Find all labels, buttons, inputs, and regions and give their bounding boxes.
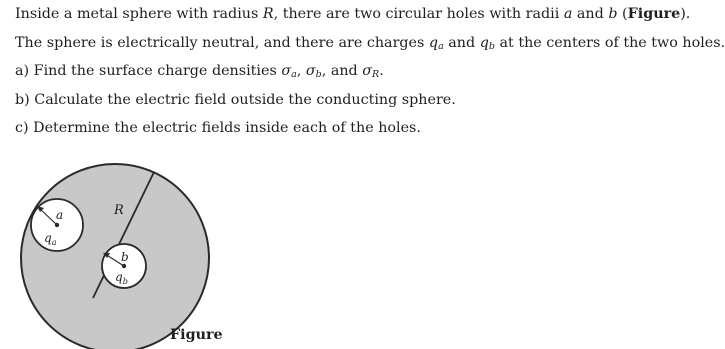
text-segment: . bbox=[379, 63, 384, 80]
sigma-a-symbol: σ bbox=[281, 63, 292, 80]
sigma-b-subscript: b bbox=[315, 69, 322, 81]
text-segment: The sphere is electrically neutral, and there are charges bbox=[15, 34, 429, 51]
charge-qb-symbol: q bbox=[479, 34, 489, 51]
text-segment: and bbox=[572, 6, 609, 22]
text-segment: , and bbox=[321, 63, 363, 80]
text-segment: , bbox=[296, 63, 306, 80]
charge-qa-subscript: a bbox=[438, 40, 444, 52]
radius-a-symbol: a bbox=[563, 6, 573, 22]
text-segment: and bbox=[443, 34, 480, 51]
label-R: R bbox=[114, 203, 124, 218]
question-part-b: b) Calculate the electric field outside the conducting sphere. bbox=[15, 91, 456, 108]
sigma-b-symbol: σ bbox=[305, 63, 316, 80]
charge-qb-subscript: b bbox=[488, 40, 495, 52]
text-segment: a) Find the surface charge densities bbox=[15, 63, 282, 80]
charge-qa-dot bbox=[55, 223, 59, 227]
figure-reference: Figure bbox=[627, 6, 681, 22]
charge-qb-dot bbox=[122, 264, 126, 268]
radius-symbol: R bbox=[262, 6, 274, 22]
sigma-r-subscript: R bbox=[372, 69, 380, 81]
sigma-a-subscript: a bbox=[291, 69, 297, 81]
label-a: a bbox=[56, 208, 64, 222]
question-part-c: c) Determine the electric fields inside each of the holes. bbox=[15, 120, 421, 137]
radius-b-symbol: b bbox=[608, 6, 618, 22]
sigma-r-symbol: σ bbox=[362, 63, 373, 80]
charge-qa-symbol: q bbox=[428, 34, 439, 51]
figure-caption: Figure bbox=[170, 327, 223, 343]
text-segment: Inside a metal sphere with radius bbox=[15, 6, 263, 22]
text-segment: , there are two circular holes with radii bbox=[273, 6, 564, 22]
text-segment: ( bbox=[617, 6, 628, 22]
label-qb: $q_b$ bbox=[115, 270, 128, 286]
text-segment: ). bbox=[680, 6, 691, 22]
label-qa: $q_a$ bbox=[44, 231, 57, 247]
label-b: b bbox=[121, 250, 129, 264]
text-segment: at the centers of the two holes. bbox=[494, 34, 725, 51]
